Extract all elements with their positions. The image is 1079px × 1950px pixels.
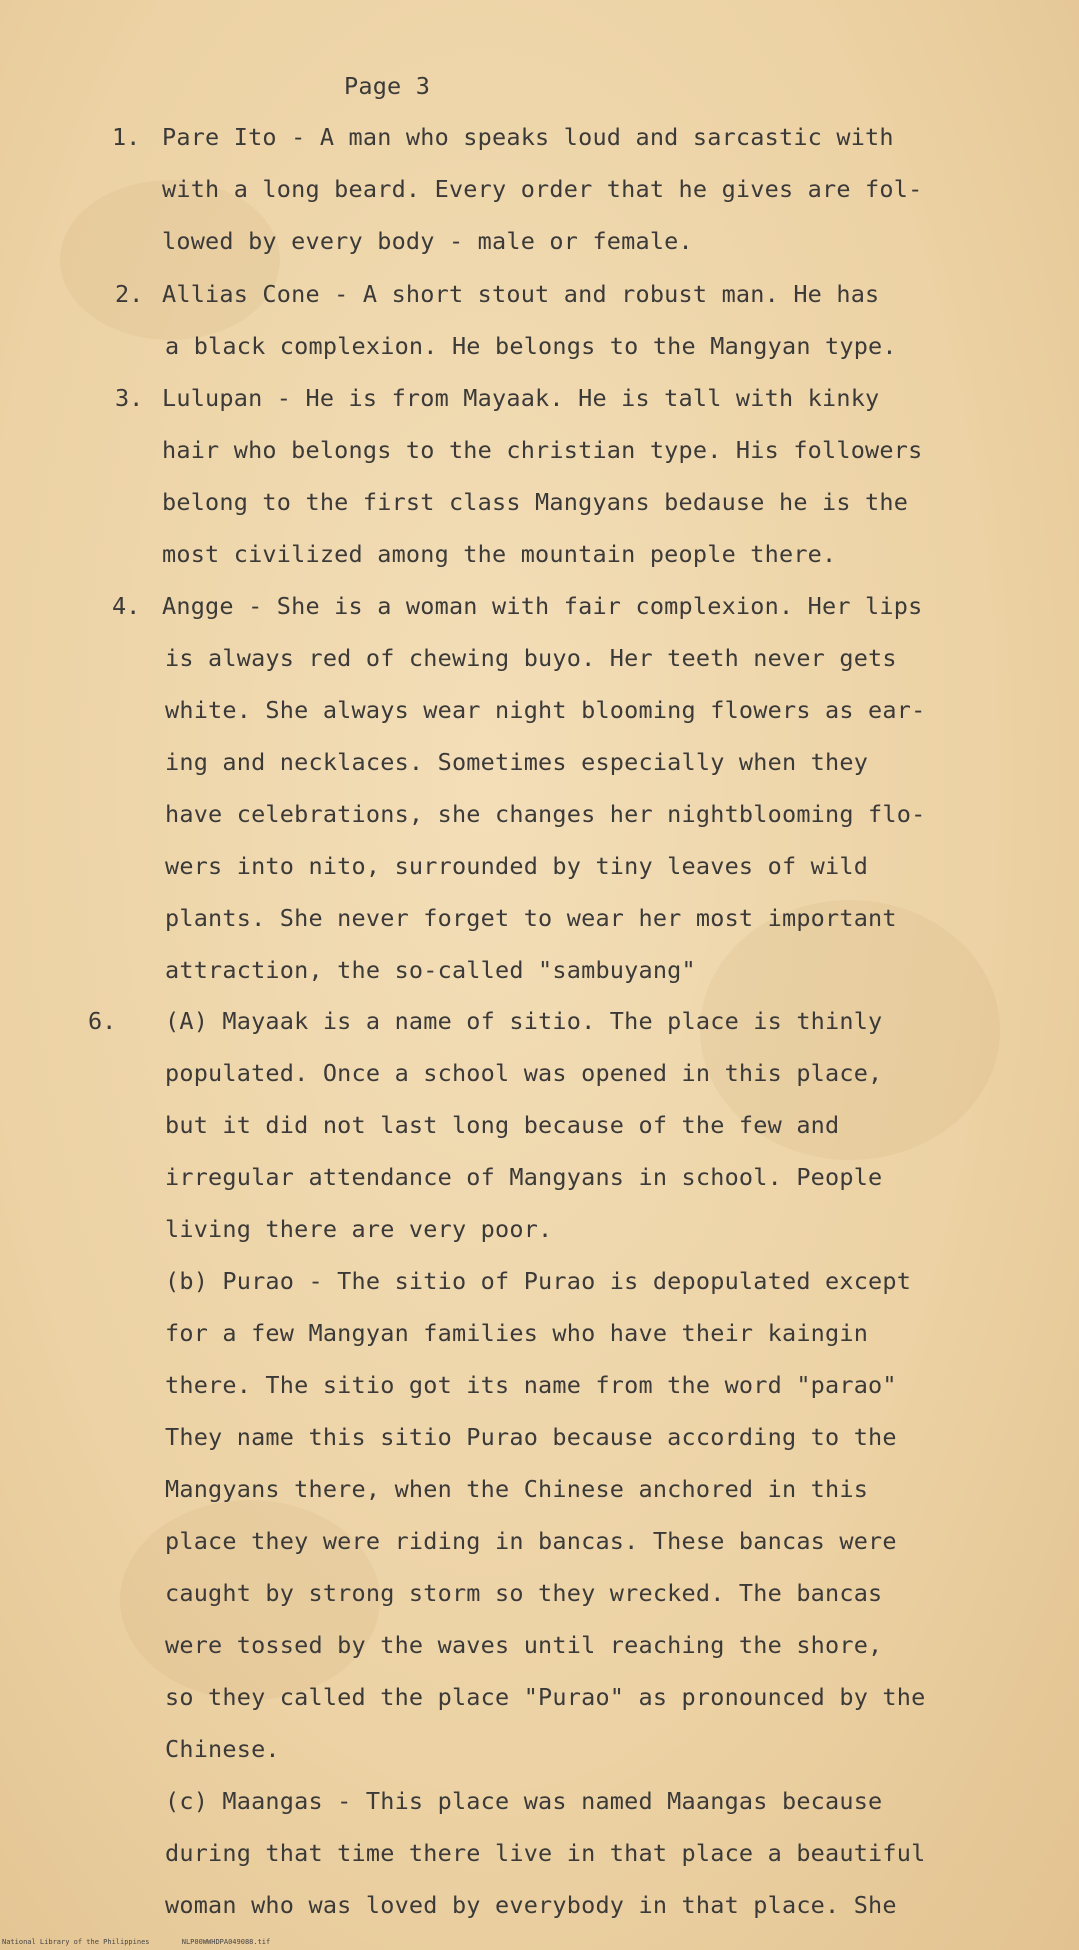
entry-number: 2.	[115, 280, 144, 308]
text-line: (b) Purao - The sitio of Purao is depopulated except	[165, 1267, 912, 1295]
text-line: wers into nito, surrounded by tiny leaves of wild	[165, 852, 869, 880]
entry-number: 3.	[115, 384, 144, 412]
text-line: caught by strong storm so they wrecked. The bancas	[165, 1579, 883, 1607]
text-line: They name this sitio Purao because according to the	[165, 1423, 897, 1451]
text-line: Chinese.	[165, 1735, 280, 1763]
entry-number: 1.	[112, 123, 141, 151]
text-line: a black complexion. He belongs to the Mangyan type.	[165, 332, 897, 360]
text-line: Pare Ito - A man who speaks loud and sarcastic with	[162, 123, 894, 151]
entry-number: 4.	[112, 592, 141, 620]
text-line: Mangyans there, when the Chinese anchored in this	[165, 1475, 869, 1503]
text-line: were tossed by the waves until reaching the shore,	[165, 1631, 883, 1659]
text-line: (c) Maangas - This place was named Maangas because	[165, 1787, 883, 1815]
text-line: so they called the place "Purao" as pronounced by the	[165, 1683, 926, 1711]
text-line: most civilized among the mountain people there.	[162, 540, 837, 568]
text-line: for a few Mangyan families who have their kaingin	[165, 1319, 869, 1347]
text-line: irregular attendance of Mangyans in school. People	[165, 1163, 883, 1191]
text-line: woman who was loved by everybody in that place. She	[165, 1891, 897, 1919]
text-line: is always red of chewing buyo. Her teeth never gets	[165, 644, 897, 672]
footer-file-id: NLP00WWHDPA049088.tif	[181, 1938, 271, 1946]
text-line: living there are very poor.	[165, 1215, 553, 1243]
text-line: lowed by every body - male or female.	[162, 227, 693, 255]
entry-number: 6.	[88, 1007, 117, 1035]
text-line: plants. She never forget to wear her most important	[165, 904, 897, 932]
text-line: there. The sitio got its name from the word "parao"	[165, 1371, 897, 1399]
text-line: with a long beard. Every order that he gives are fol-	[162, 175, 923, 203]
page-header: Page 3	[344, 72, 431, 100]
text-line: attraction, the so-called "sambuyang"	[165, 956, 696, 984]
text-line: but it did not last long because of the few and	[165, 1111, 840, 1139]
text-line: ing and necklaces. Sometimes especially when they	[165, 748, 869, 776]
text-line: belong to the first class Mangyans bedause he is the	[162, 488, 909, 516]
scan-footer	[2, 1938, 298, 1946]
text-line: during that time there live in that place a beautiful	[165, 1839, 926, 1867]
footer-library: National Library of the Philippines	[2, 1938, 150, 1946]
text-line: white. She always wear night blooming flowers as ear-	[165, 696, 926, 724]
text-line: have celebrations, she changes her nightblooming flo-	[165, 800, 926, 828]
text-line: (A) Mayaak is a name of sitio. The place is thinly	[165, 1007, 883, 1035]
text-line: Angge - She is a woman with fair complexion. Her lips	[162, 592, 923, 620]
text-line: hair who belongs to the christian type. His followers	[162, 436, 923, 464]
text-line: populated. Once a school was opened in this place,	[165, 1059, 883, 1087]
paper-stain	[60, 180, 280, 340]
text-line: Lulupan - He is from Mayaak. He is tall with kinky	[162, 384, 880, 412]
text-line: place they were riding in bancas. These bancas were	[165, 1527, 897, 1555]
text-line: Allias Cone - A short stout and robust man. He has	[162, 280, 880, 308]
